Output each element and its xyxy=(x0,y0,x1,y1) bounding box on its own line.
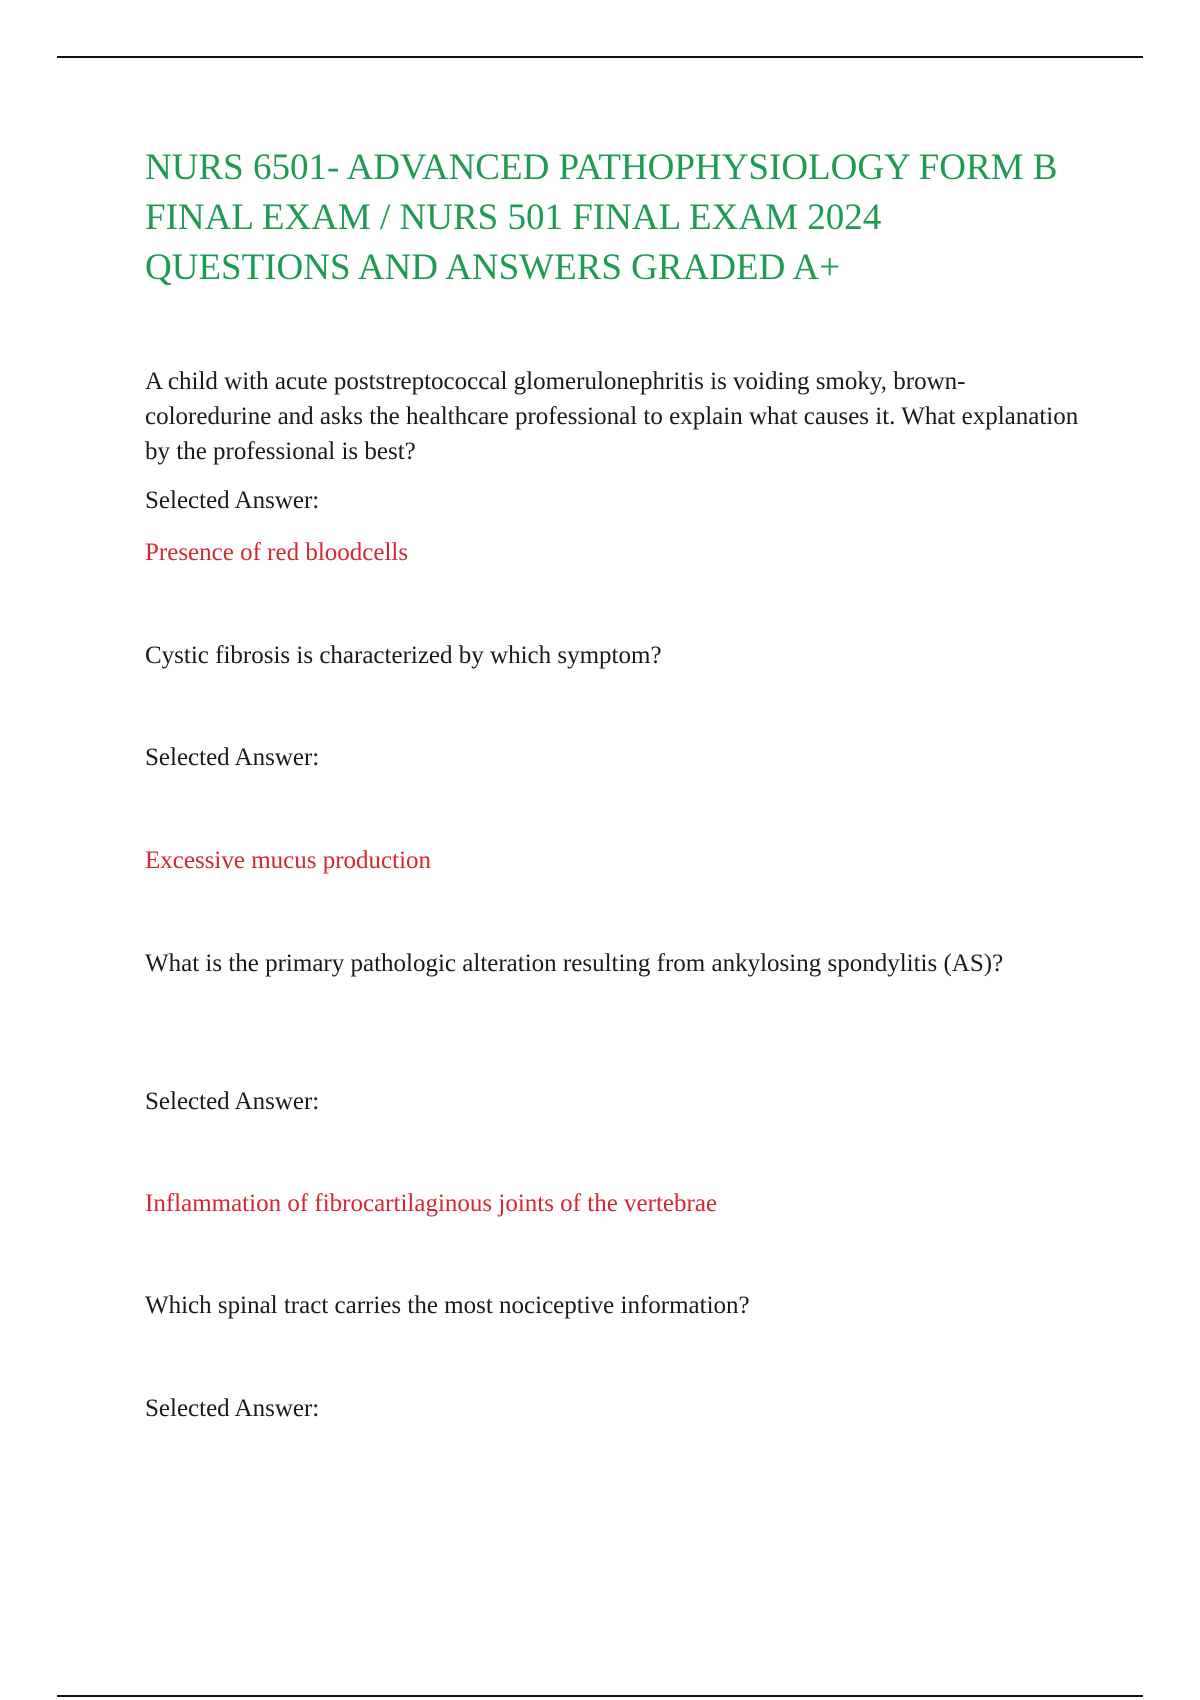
question-2-selected-answer-label: Selected Answer: xyxy=(145,744,320,771)
top-rule xyxy=(57,56,1143,58)
question-2-text: Cystic fibrosis is characterized by which symptom? xyxy=(145,642,662,669)
question-4-text: Which spinal tract carries the most nociceptive information? xyxy=(145,1292,750,1319)
question-1-text: A child with acute poststreptococcal glomerulonephritis is voiding smoky, brown-coloredurine and asks the healthcare professional to explain what causes it. What explanation by the professional is best? xyxy=(145,368,1079,465)
question-1-selected-answer-label: Selected Answer: xyxy=(145,487,320,514)
question-3-selected-answer-label: Selected Answer: xyxy=(145,1088,320,1115)
question-2-answer: Excessive mucus production xyxy=(145,847,432,874)
bottom-rule xyxy=(57,1695,1143,1697)
document-title: NURS 6501- ADVANCED PATHOPHYSIOLOGY FORM B FINAL EXAM / NURS 501 FINAL EXAM 2024 QUESTIONS AND ANSWERS GRADED A+ xyxy=(145,147,1058,288)
question-3-answer: Inflammation of fibrocartilaginous joints of the vertebrae xyxy=(145,1190,718,1217)
question-1-answer: Presence of red bloodcells xyxy=(145,539,409,566)
question-3-text: What is the primary pathologic alteration resulting from ankylosing spondylitis (AS)? xyxy=(145,950,1004,977)
question-4-selected-answer-label: Selected Answer: xyxy=(145,1395,320,1422)
